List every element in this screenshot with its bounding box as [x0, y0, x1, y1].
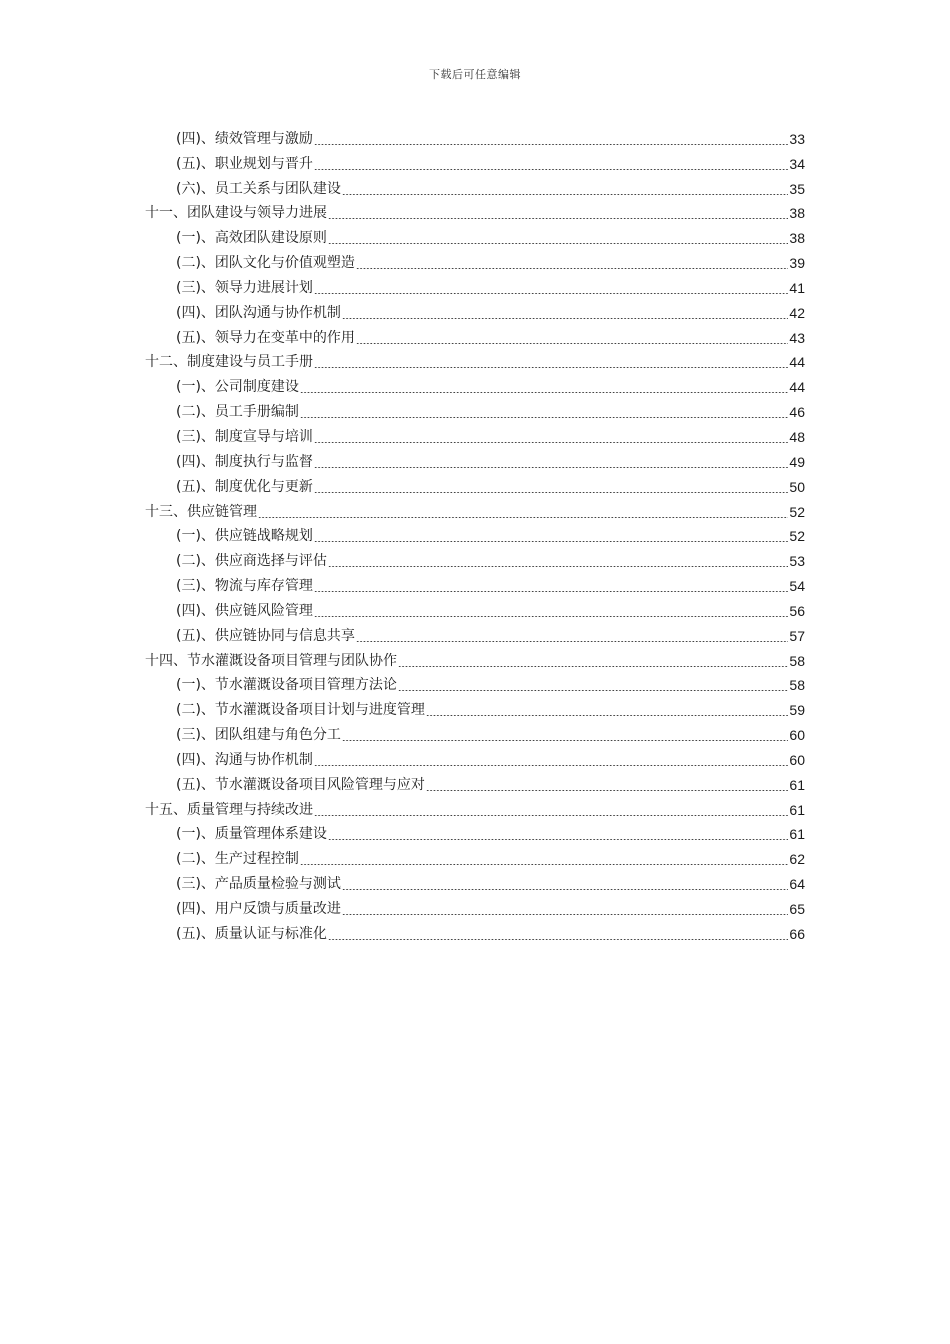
toc-entry-page-number: 38	[789, 205, 805, 222]
toc-entry-page-number: 52	[789, 528, 805, 545]
toc-section-entry[interactable]	[0, 126, 950, 151]
toc-entry-page-number: 61	[789, 826, 805, 843]
toc-dot-leader	[314, 541, 788, 542]
toc-entry-title: 十五、质量管理与持续改进	[145, 801, 313, 818]
toc-section-entry[interactable]	[0, 896, 950, 921]
toc-dot-leader	[314, 815, 788, 816]
toc-dot-leader	[426, 790, 788, 791]
toc-entry-page-number: 39	[789, 255, 805, 272]
toc-section-entry[interactable]	[0, 598, 950, 623]
toc-dot-leader	[398, 690, 788, 691]
toc-entry-title: (四)、供应链风险管理	[176, 602, 313, 619]
toc-section-entry[interactable]	[0, 474, 950, 499]
toc-entry-title: (四)、用户反馈与质量改进	[176, 901, 341, 917]
toc-section-entry[interactable]	[0, 548, 950, 573]
toc-dot-leader	[356, 641, 788, 642]
toc-dot-leader	[356, 268, 788, 269]
toc-entry-title: (四)、绩效管理与激励	[176, 130, 313, 147]
toc-dot-leader	[398, 666, 788, 667]
toc-section-entry[interactable]	[0, 151, 950, 176]
toc-dot-leader	[426, 715, 788, 716]
toc-dot-leader	[342, 318, 788, 319]
toc-section-entry[interactable]	[0, 747, 950, 772]
toc-dot-leader	[328, 243, 788, 244]
toc-entry-title: (三)、物流与库存管理	[176, 578, 313, 595]
toc-chapter-entry[interactable]	[0, 201, 950, 226]
toc-chapter-entry[interactable]	[0, 648, 950, 673]
toc-entry-page-number: 60	[789, 751, 805, 768]
toc-entry-page-number: 64	[789, 876, 805, 893]
toc-entry-page-number: 58	[789, 652, 805, 669]
toc-entry-page-number: 59	[789, 702, 805, 719]
toc-entry-page-number: 35	[789, 180, 805, 197]
toc-dot-leader	[314, 169, 788, 170]
toc-entry-title: (五)、质量认证与标准化	[176, 925, 327, 942]
toc-chapter-entry[interactable]	[0, 499, 950, 524]
toc-dot-leader	[356, 343, 788, 344]
toc-entry-title: (三)、领导力进展计划	[176, 279, 313, 296]
toc-dot-leader	[314, 765, 788, 766]
toc-dot-leader	[300, 417, 788, 418]
toc-entry-page-number: 44	[789, 379, 805, 396]
toc-entry-title: (一)、高效团队建设原则	[176, 230, 327, 247]
toc-section-entry[interactable]	[0, 573, 950, 598]
toc-entry-page-number: 33	[789, 130, 805, 147]
toc-entry-title: (四)、团队沟通与协作机制	[176, 304, 341, 321]
toc-dot-leader	[300, 864, 788, 865]
toc-entry-page-number: 65	[789, 901, 805, 917]
toc-chapter-entry[interactable]	[0, 797, 950, 822]
toc-entry-title: (一)、供应链战略规划	[176, 528, 313, 545]
toc-entry-page-number: 57	[789, 627, 805, 644]
toc-entry-title: (二)、团队文化与价值观塑造	[176, 255, 355, 272]
toc-entry-page-number: 66	[789, 925, 805, 942]
toc-entry-page-number: 48	[789, 428, 805, 445]
toc-entry-page-number: 61	[789, 801, 805, 818]
toc-dot-leader	[328, 566, 788, 567]
toc-section-entry[interactable]	[0, 176, 950, 201]
toc-section-entry[interactable]	[0, 275, 950, 300]
toc-entry-page-number: 53	[789, 553, 805, 570]
toc-entry-title: (二)、节水灌溉设备项目计划与进度管理	[176, 702, 425, 719]
toc-entry-page-number: 50	[789, 478, 805, 495]
toc-section-entry[interactable]	[0, 325, 950, 350]
toc-entry-page-number: 54	[789, 578, 805, 595]
toc-entry-page-number: 38	[789, 230, 805, 247]
toc-dot-leader	[328, 939, 788, 940]
toc-entry-title: (二)、生产过程控制	[176, 851, 299, 868]
toc-section-entry[interactable]	[0, 623, 950, 648]
table-of-contents	[0, 126, 950, 946]
toc-dot-leader	[342, 740, 788, 741]
toc-section-entry[interactable]	[0, 871, 950, 896]
toc-section-entry[interactable]	[0, 772, 950, 797]
toc-section-entry[interactable]	[0, 846, 950, 871]
toc-entry-page-number: 60	[789, 727, 805, 744]
toc-entry-page-number: 58	[789, 677, 805, 694]
toc-section-entry[interactable]	[0, 250, 950, 275]
toc-entry-title: 十三、供应链管理	[145, 503, 257, 520]
toc-entry-title: (四)、制度执行与监督	[176, 453, 313, 470]
toc-entry-page-number: 42	[789, 304, 805, 321]
toc-entry-page-number: 61	[789, 776, 805, 793]
toc-section-entry[interactable]	[0, 697, 950, 722]
toc-dot-leader	[342, 914, 788, 915]
toc-chapter-entry[interactable]	[0, 350, 950, 375]
toc-entry-title: 十二、制度建设与员工手册	[145, 354, 313, 371]
toc-entry-title: 十四、节水灌溉设备项目管理与团队协作	[145, 652, 397, 669]
toc-entry-page-number: 41	[789, 279, 805, 296]
toc-dot-leader	[314, 467, 788, 468]
toc-dot-leader	[300, 392, 788, 393]
toc-section-entry[interactable]	[0, 225, 950, 250]
toc-entry-page-number: 62	[789, 851, 805, 868]
toc-dot-leader	[258, 517, 788, 518]
toc-dot-leader	[314, 144, 788, 145]
toc-entry-title: (四)、沟通与协作机制	[176, 751, 313, 768]
toc-entry-title: (五)、节水灌溉设备项目风险管理与应对	[176, 776, 425, 793]
toc-entry-title: (五)、供应链协同与信息共享	[176, 627, 355, 644]
toc-dot-leader	[328, 218, 788, 219]
toc-dot-leader	[314, 591, 788, 592]
toc-entry-title: (三)、团队组建与角色分工	[176, 727, 341, 744]
toc-section-entry[interactable]	[0, 722, 950, 747]
toc-entry-title: (六)、员工关系与团队建设	[176, 180, 341, 197]
toc-section-entry[interactable]	[0, 673, 950, 698]
toc-entry-title: (五)、领导力在变革中的作用	[176, 329, 355, 346]
toc-entry-page-number: 46	[789, 404, 805, 421]
toc-dot-leader	[314, 367, 788, 368]
toc-dot-leader	[342, 194, 788, 195]
toc-entry-page-number: 44	[789, 354, 805, 371]
toc-entry-page-number: 49	[789, 453, 805, 470]
toc-dot-leader	[314, 492, 788, 493]
toc-entry-title: (五)、制度优化与更新	[176, 478, 313, 495]
toc-entry-title: (二)、供应商选择与评估	[176, 553, 327, 570]
page-header: 下载后可任意编辑	[429, 68, 521, 81]
toc-section-entry[interactable]	[0, 449, 950, 474]
toc-dot-leader	[314, 293, 788, 294]
toc-entry-title: (一)、公司制度建设	[176, 379, 299, 396]
toc-dot-leader	[342, 889, 788, 890]
toc-dot-leader	[314, 616, 788, 617]
toc-entry-title: (一)、节水灌溉设备项目管理方法论	[176, 677, 397, 694]
toc-entry-title: 十一、团队建设与领导力进展	[145, 205, 327, 222]
toc-section-entry[interactable]	[0, 424, 950, 449]
toc-section-entry[interactable]	[0, 921, 950, 946]
toc-section-entry[interactable]	[0, 822, 950, 847]
toc-entry-title: (五)、职业规划与晋升	[176, 155, 313, 172]
toc-entry-title: (三)、制度宣导与培训	[176, 428, 313, 445]
toc-section-entry[interactable]	[0, 300, 950, 325]
toc-entry-title: (二)、员工手册编制	[176, 404, 299, 421]
toc-entry-page-number: 52	[789, 503, 805, 520]
toc-dot-leader	[314, 442, 788, 443]
toc-entry-page-number: 43	[789, 329, 805, 346]
toc-entry-title: (一)、质量管理体系建设	[176, 826, 327, 843]
toc-entry-page-number: 34	[789, 155, 805, 172]
toc-entry-page-number: 56	[789, 602, 805, 619]
toc-section-entry[interactable]	[0, 374, 950, 399]
toc-dot-leader	[328, 839, 788, 840]
toc-section-entry[interactable]	[0, 399, 950, 424]
toc-section-entry[interactable]	[0, 524, 950, 549]
toc-entry-title: (三)、产品质量检验与测试	[176, 876, 341, 893]
